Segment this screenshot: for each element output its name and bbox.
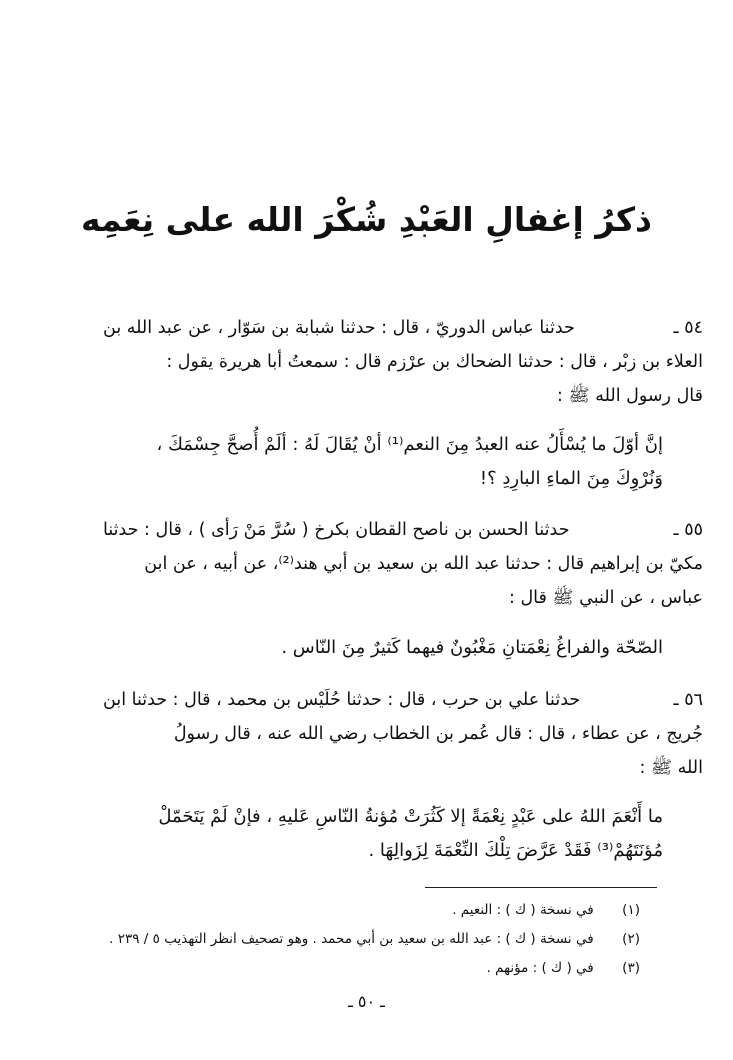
matn-line: ما أَنْعَمَ اللهُ على عَبْدٍ نِعْمَةً إلا كَثُرَتْ مُؤنةُ النّاسِ عَليهِ ، فإنْ لَمْ يَتَحَمّلْ bbox=[158, 806, 663, 827]
footnote-text: في ( ك ) : مؤنهم . bbox=[486, 960, 594, 976]
hadith-number: ٥٥ ـ bbox=[673, 520, 703, 540]
footnote bbox=[109, 929, 640, 949]
page-number: ـ ٥٠ ـ bbox=[348, 992, 385, 1011]
footnote-text: في نسخة ( ك ) : عبد الله بن سعيد بن أبي محمد . وهو تصحيف انظر التهذيب ٥ / ٢٣٩ . bbox=[109, 931, 594, 947]
matn-line: الصّحّة والفراغُ نِعْمَتانِ مَغْبُونٌ فيهما كَثيرٌ مِنَ النّاس . bbox=[281, 637, 663, 658]
footnote-number: (١) bbox=[622, 902, 640, 918]
isnad-line: الله ﷺ : bbox=[639, 758, 703, 778]
hadith-55-isnad bbox=[103, 513, 703, 615]
hadith-55-matn bbox=[103, 631, 663, 665]
chapter-title: ذكرُ إغفالِ العَبْدِ شُكْرَ الله على نِعَمِه bbox=[81, 200, 652, 239]
matn-line: مُؤنَتَهُمْ⁽³⁾ فَقَدْ عَرَّضَ تِلْكَ النِّعْمَةَ لِزَوالِهَا . bbox=[368, 840, 663, 861]
matn-line: وَنُرْوِكَ مِنَ الماءِ البارِدِ ؟! bbox=[479, 468, 663, 489]
isnad-text: حدثنا علي بن حرب ، قال : حدثنا حُلَيْس بن محمد ، قال : حدثنا ابن bbox=[103, 690, 581, 710]
hadith-54-matn bbox=[103, 428, 663, 496]
isnad-line: قال رسول الله ﷺ : bbox=[557, 386, 703, 406]
hadith-56-isnad bbox=[103, 683, 703, 785]
isnad-line bbox=[103, 311, 703, 345]
footnote-number: (٢) bbox=[622, 931, 640, 947]
footnote-divider bbox=[425, 887, 657, 888]
isnad-line: عباس ، عن النبي ﷺ قال : bbox=[509, 588, 703, 608]
footnote bbox=[452, 900, 640, 920]
footnote bbox=[487, 958, 640, 978]
isnad-line bbox=[103, 683, 703, 717]
hadith-number: ٥٤ ـ bbox=[673, 318, 703, 338]
isnad-text: حدثنا عباس الدوريّ ، قال : حدثنا شبابة بن سَوّار ، عن عبد الله بن bbox=[103, 318, 575, 338]
hadith-54-isnad bbox=[103, 311, 703, 413]
isnad-line: العلاء بن زبْر ، قال : حدثنا الضحاك بن عرْزم قال : سمعتُ أبا هريرة يقول : bbox=[166, 352, 703, 372]
isnad-line bbox=[103, 513, 703, 547]
isnad-line: جُريج ، عن عطاء ، قال : قال عُمر بن الخطاب رضي الله عنه ، قال رسولُ bbox=[173, 724, 703, 744]
footnote-number: (٣) bbox=[622, 960, 640, 976]
hadith-56-matn bbox=[103, 800, 663, 868]
footnote-text: في نسخة ( ك ) : النعيم . bbox=[452, 902, 594, 918]
hadith-number: ٥٦ ـ bbox=[673, 690, 703, 710]
isnad-text: حدثنا الحسن بن ناصح القطان بكرخ ( سُرَّ مَنْ رَأى ) ، قال : حدثنا bbox=[103, 520, 570, 540]
isnad-line: مكيّ بن إبراهيم قال : حدثنا عبد الله بن سعيد بن أبي هند⁽²⁾، عن أبيه ، عن ابن bbox=[144, 554, 703, 574]
matn-line: إنَّ أوّلَ ما يُسْأَلُ عنه العبدُ مِنَ النعم⁽¹⁾ أنْ يُقَالَ لَهُ : ألَمْ أُصحَّ جِسْمَكَ ، bbox=[156, 434, 663, 455]
